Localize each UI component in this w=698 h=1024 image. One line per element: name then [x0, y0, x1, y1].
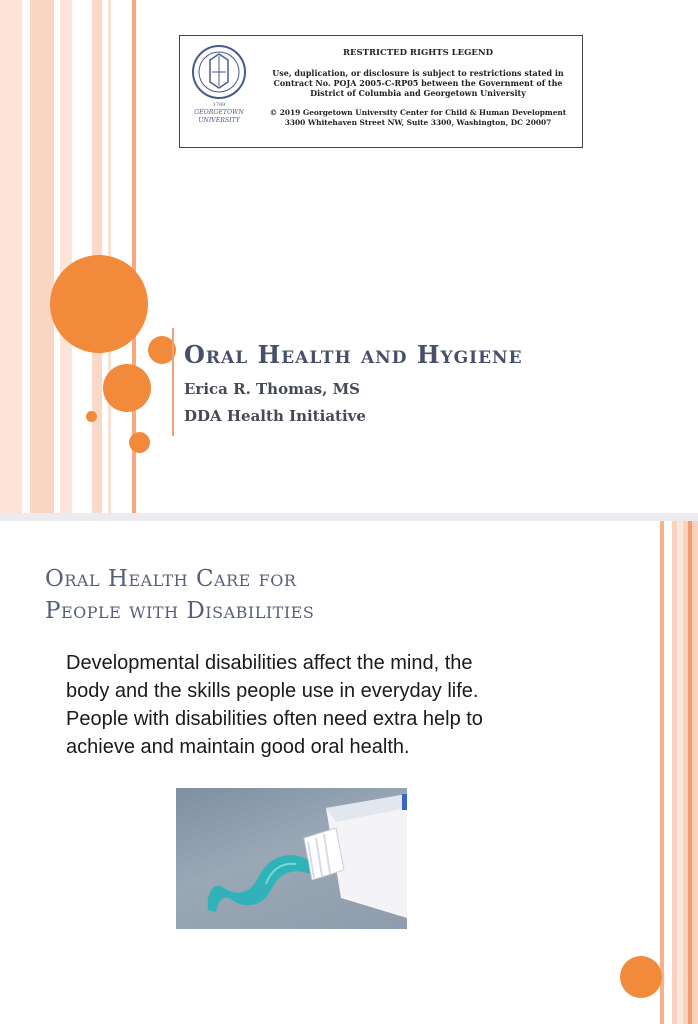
- decorative-circle-large: [50, 255, 148, 353]
- content-slide: [0, 521, 698, 1024]
- decorative-stripe: [688, 521, 692, 1024]
- organization-name: DDA Health Initiative: [184, 407, 366, 425]
- copyright-line: © 2019 Georgetown University Center for Child & Human Development: [269, 108, 567, 117]
- legend-line: Use, duplication, or disclosure is subject to restrictions stated in: [272, 68, 564, 78]
- restricted-rights-legend: [179, 35, 583, 148]
- decorative-circle: [620, 956, 662, 998]
- address-line: 3300 Whitehaven Street NW, Suite 3300, Washington, DC 20007: [284, 118, 552, 127]
- legend-copyright: [256, 108, 580, 128]
- decorative-stripe: [60, 0, 72, 513]
- slide-body-text: [66, 649, 606, 761]
- decorative-stripe: [660, 521, 664, 1024]
- legend-line: Contract No. POJA 2005-C-RP05 between the Government of the: [273, 78, 563, 88]
- title-divider: [172, 328, 174, 436]
- decorative-circle: [86, 411, 97, 422]
- decorative-circle: [129, 432, 150, 453]
- decorative-stripe: [0, 0, 22, 513]
- body-line: Developmental disabilities affect the mind, the: [66, 652, 473, 674]
- legend-line: District of Columbia and Georgetown University: [310, 88, 526, 98]
- body-line: achieve and maintain good oral health.: [66, 736, 410, 758]
- slide-title: Oral Health and Hygiene: [184, 340, 523, 369]
- decorative-stripe: [30, 0, 54, 513]
- georgetown-seal-logo: [188, 42, 250, 128]
- toothpaste-photo: [176, 788, 407, 929]
- decorative-stripe: [672, 521, 698, 1024]
- presenter-name: Erica R. Thomas, MS: [184, 380, 361, 398]
- title-line: People with Disabilities: [45, 598, 315, 624]
- slide-title: [45, 563, 314, 627]
- body-line: People with disabilities often need extra help to: [66, 708, 483, 730]
- legend-text: [260, 68, 576, 98]
- title-line: Oral Health Care for: [45, 566, 297, 592]
- svg-text:UNIVERSITY: UNIVERSITY: [198, 117, 240, 124]
- decorative-stripe: [677, 521, 683, 1024]
- svg-text:GEORGETOWN: GEORGETOWN: [194, 109, 244, 116]
- decorative-circle: [103, 364, 151, 412]
- svg-text:1789: 1789: [212, 102, 226, 108]
- legend-title: RESTRICTED RIGHTS LEGEND: [342, 48, 494, 58]
- body-line: body and the skills people use in everyday life.: [66, 680, 479, 702]
